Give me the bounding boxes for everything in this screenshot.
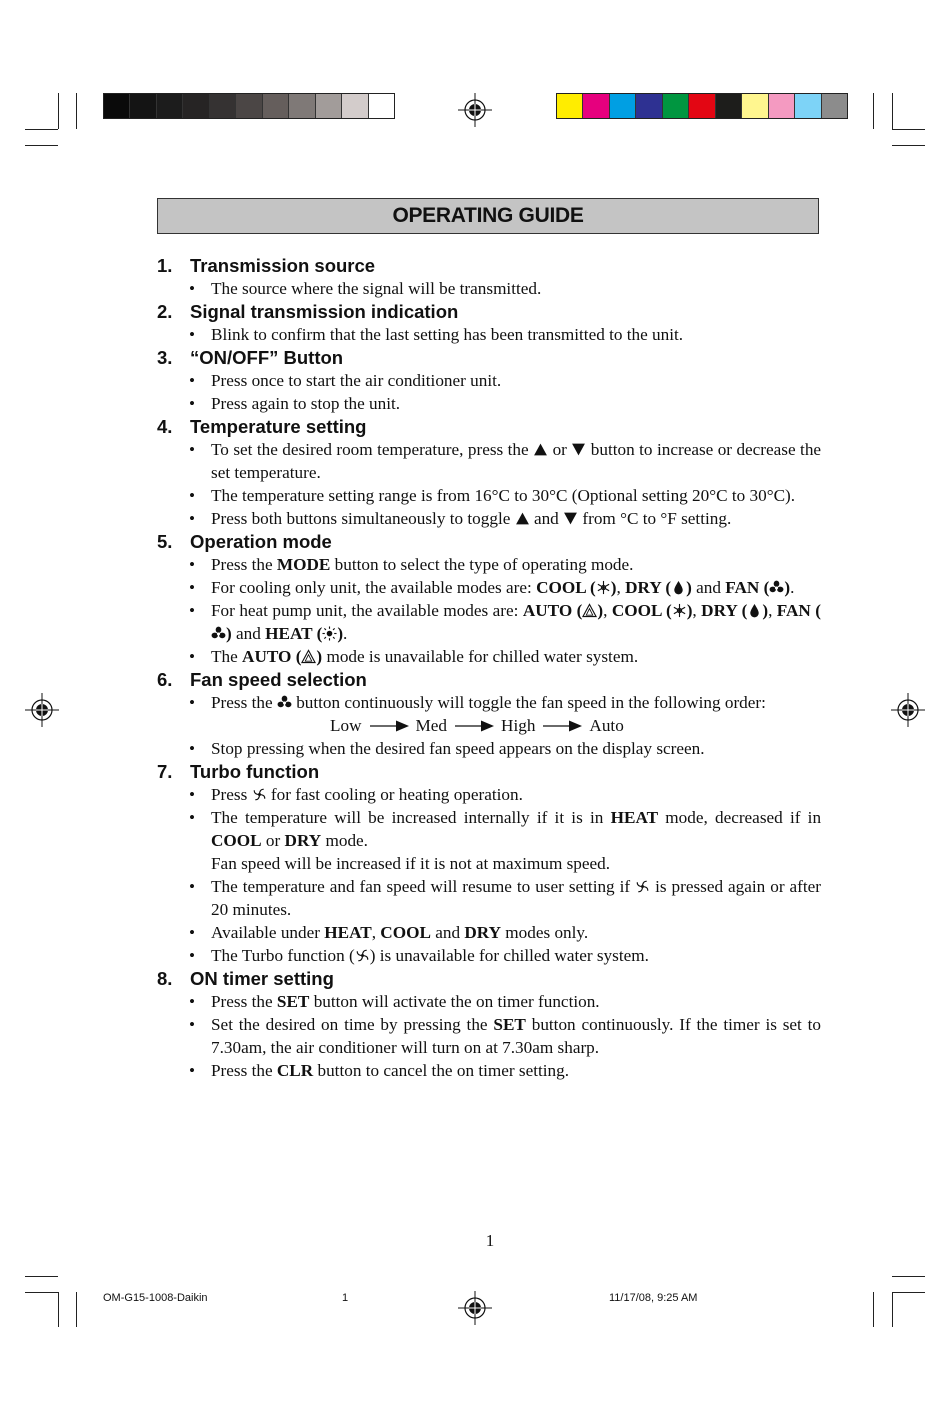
title-banner xyxy=(157,198,819,234)
crop-mark xyxy=(873,1292,874,1327)
color-swatch xyxy=(557,94,583,118)
color-swatch xyxy=(157,94,183,118)
crop-mark xyxy=(25,1276,58,1277)
color-swatch xyxy=(583,94,609,118)
crop-mark xyxy=(25,1292,58,1293)
color-swatch xyxy=(663,94,689,118)
crop-mark xyxy=(892,1276,925,1277)
fan-icon xyxy=(211,626,226,641)
section-heading: 4. Temperature setting xyxy=(157,416,367,437)
list-item: • Stop pressing when the desired fan speed appears on the display screen. xyxy=(189,739,705,758)
list-item: • Press both buttons simultaneously to toggle and from °C to °F setting. xyxy=(189,509,732,528)
color-swatch xyxy=(183,94,209,118)
up-arrow-icon xyxy=(533,442,548,457)
crop-mark xyxy=(892,145,925,146)
list-item: • The source where the signal will be transmitted. xyxy=(189,279,542,298)
color-swatch xyxy=(130,94,156,118)
color-swatch xyxy=(742,94,768,118)
water-drop-icon xyxy=(747,603,762,618)
registration-mark-icon xyxy=(458,93,492,127)
color-swatch xyxy=(610,94,636,118)
list-item: • For heat pump unit, the available modes are: AUTO ( ), COOL ( ), DRY ( ), FAN () and HEAT ( ). xyxy=(189,601,822,643)
list-item: • To set the desired room temperature, press the or button to increase or decrease the set temperature. xyxy=(189,440,822,482)
color-swatch xyxy=(104,94,130,118)
color-swatch xyxy=(316,94,342,118)
turbo-icon xyxy=(355,948,370,963)
bullet-list xyxy=(157,875,821,967)
crop-mark xyxy=(892,93,893,129)
color-swatch xyxy=(236,94,262,118)
color-swatch xyxy=(263,94,289,118)
bullet-list xyxy=(157,369,821,415)
color-swatch xyxy=(822,94,847,118)
fan-icon xyxy=(769,580,784,595)
list-item: • Press the SET button will activate the on timer function. xyxy=(189,992,600,1011)
water-drop-icon xyxy=(671,580,686,595)
crop-mark xyxy=(892,129,925,130)
section-heading: 6. Fan speed selection xyxy=(157,669,367,690)
crop-mark xyxy=(58,93,59,129)
color-swatch xyxy=(689,94,715,118)
crop-mark xyxy=(76,1292,77,1327)
auto-mode-icon xyxy=(582,603,597,618)
crop-mark xyxy=(58,1292,59,1327)
color-swatch xyxy=(342,94,368,118)
color-swatch xyxy=(369,94,394,118)
down-arrow-icon xyxy=(563,511,578,526)
list-item: • The temperature setting range is from 16°C to 30°C (Optional setting 20°C to 30°C). xyxy=(189,486,796,505)
list-item: • Press the MODE button to select the type of operating mode. xyxy=(189,555,634,574)
crop-mark xyxy=(25,145,58,146)
list-item: • Press for fast cooling or heating operation. xyxy=(189,785,523,804)
snowflake-icon xyxy=(596,580,611,595)
list-item: • The AUTO ( ) mode is unavailable for chilled water system. xyxy=(189,647,639,666)
grayscale-calibration-bar xyxy=(103,93,395,119)
bullet-list xyxy=(157,737,821,760)
section-heading: 8. ON timer setting xyxy=(157,968,334,989)
page-number: 1 xyxy=(485,1231,495,1250)
turbo-icon xyxy=(635,879,650,894)
down-arrow-icon xyxy=(571,442,586,457)
color-swatch xyxy=(769,94,795,118)
list-item: • Press once to start the air conditioner unit. xyxy=(189,371,502,390)
bullet-list xyxy=(157,990,821,1082)
list-item: • Available under HEAT, COOL and DRY modes only. xyxy=(189,923,589,942)
bullet-list xyxy=(157,277,821,300)
registration-mark-icon xyxy=(25,693,59,727)
arrow-right-icon xyxy=(368,720,410,732)
bullet-list xyxy=(157,323,821,346)
list-item: • The temperature and fan speed will resume to user setting if is pressed again or after 20 minutes. xyxy=(189,877,822,919)
fan-icon xyxy=(277,695,292,710)
section-heading: 5. Operation mode xyxy=(157,531,332,552)
list-item: • The temperature will be increased internally if it is in HEAT mode, decreased if in COOL or DRY mode. xyxy=(189,808,822,850)
color-swatch xyxy=(716,94,742,118)
list-item: • Press again to stop the unit. xyxy=(189,394,401,413)
sun-icon xyxy=(322,626,337,641)
color-calibration-bar xyxy=(556,93,848,119)
footer-doc-id: OM-G15-1008-Daikin xyxy=(103,1292,208,1304)
continuation-text: Fan speed will be increased if it is not at maximum speed. xyxy=(211,854,611,873)
bullet-list xyxy=(157,691,821,714)
turbo-icon xyxy=(252,787,267,802)
color-swatch xyxy=(289,94,315,118)
color-swatch xyxy=(210,94,236,118)
footer-page: 1 xyxy=(342,1292,349,1304)
auto-mode-icon xyxy=(301,649,316,664)
section-heading: 7. Turbo function xyxy=(157,761,320,782)
fan-speed-sequence: Low Med High Auto xyxy=(330,716,624,735)
list-item: • Press the CLR button to cancel the on timer setting. xyxy=(189,1061,570,1080)
crop-mark xyxy=(76,93,77,129)
bullet-list xyxy=(157,783,821,852)
color-swatch xyxy=(636,94,662,118)
arrow-right-icon xyxy=(541,720,583,732)
bullet-list xyxy=(157,553,821,668)
section-heading: 2. Signal transmission indication xyxy=(157,301,459,322)
crop-mark xyxy=(892,1292,925,1293)
registration-mark-icon xyxy=(458,1291,492,1325)
registration-mark-icon xyxy=(891,693,925,727)
up-arrow-icon xyxy=(515,511,530,526)
page-title: OPERATING GUIDE xyxy=(392,204,584,227)
list-item: • Blink to confirm that the last setting has been transmitted to the unit. xyxy=(189,325,684,344)
arrow-right-icon xyxy=(453,720,495,732)
list-item: • Press the button continuously will toggle the fan speed in the following order: xyxy=(189,693,766,712)
bullet-list xyxy=(157,438,821,530)
crop-mark xyxy=(873,93,874,129)
list-item: • For cooling only unit, the available modes are: COOL ( ), DRY ( ) and FAN ( ). xyxy=(189,578,795,597)
operating-guide-content xyxy=(157,254,821,1082)
section-heading: 1. Transmission source xyxy=(157,255,376,276)
color-swatch xyxy=(795,94,821,118)
crop-mark xyxy=(25,129,58,130)
footer-timestamp: 11/17/08, 9:25 AM xyxy=(609,1292,698,1304)
snowflake-icon xyxy=(672,603,687,618)
list-item: • Set the desired on time by pressing the SET button continuously. If the timer is set to 7.30am, the air conditioner will turn on at 7.30am sharp. xyxy=(189,1015,822,1057)
section-heading: 3. “ON/OFF” Button xyxy=(157,347,344,368)
list-item: • The Turbo function ( ) is unavailable for chilled water system. xyxy=(189,946,649,965)
crop-mark xyxy=(892,1292,893,1327)
